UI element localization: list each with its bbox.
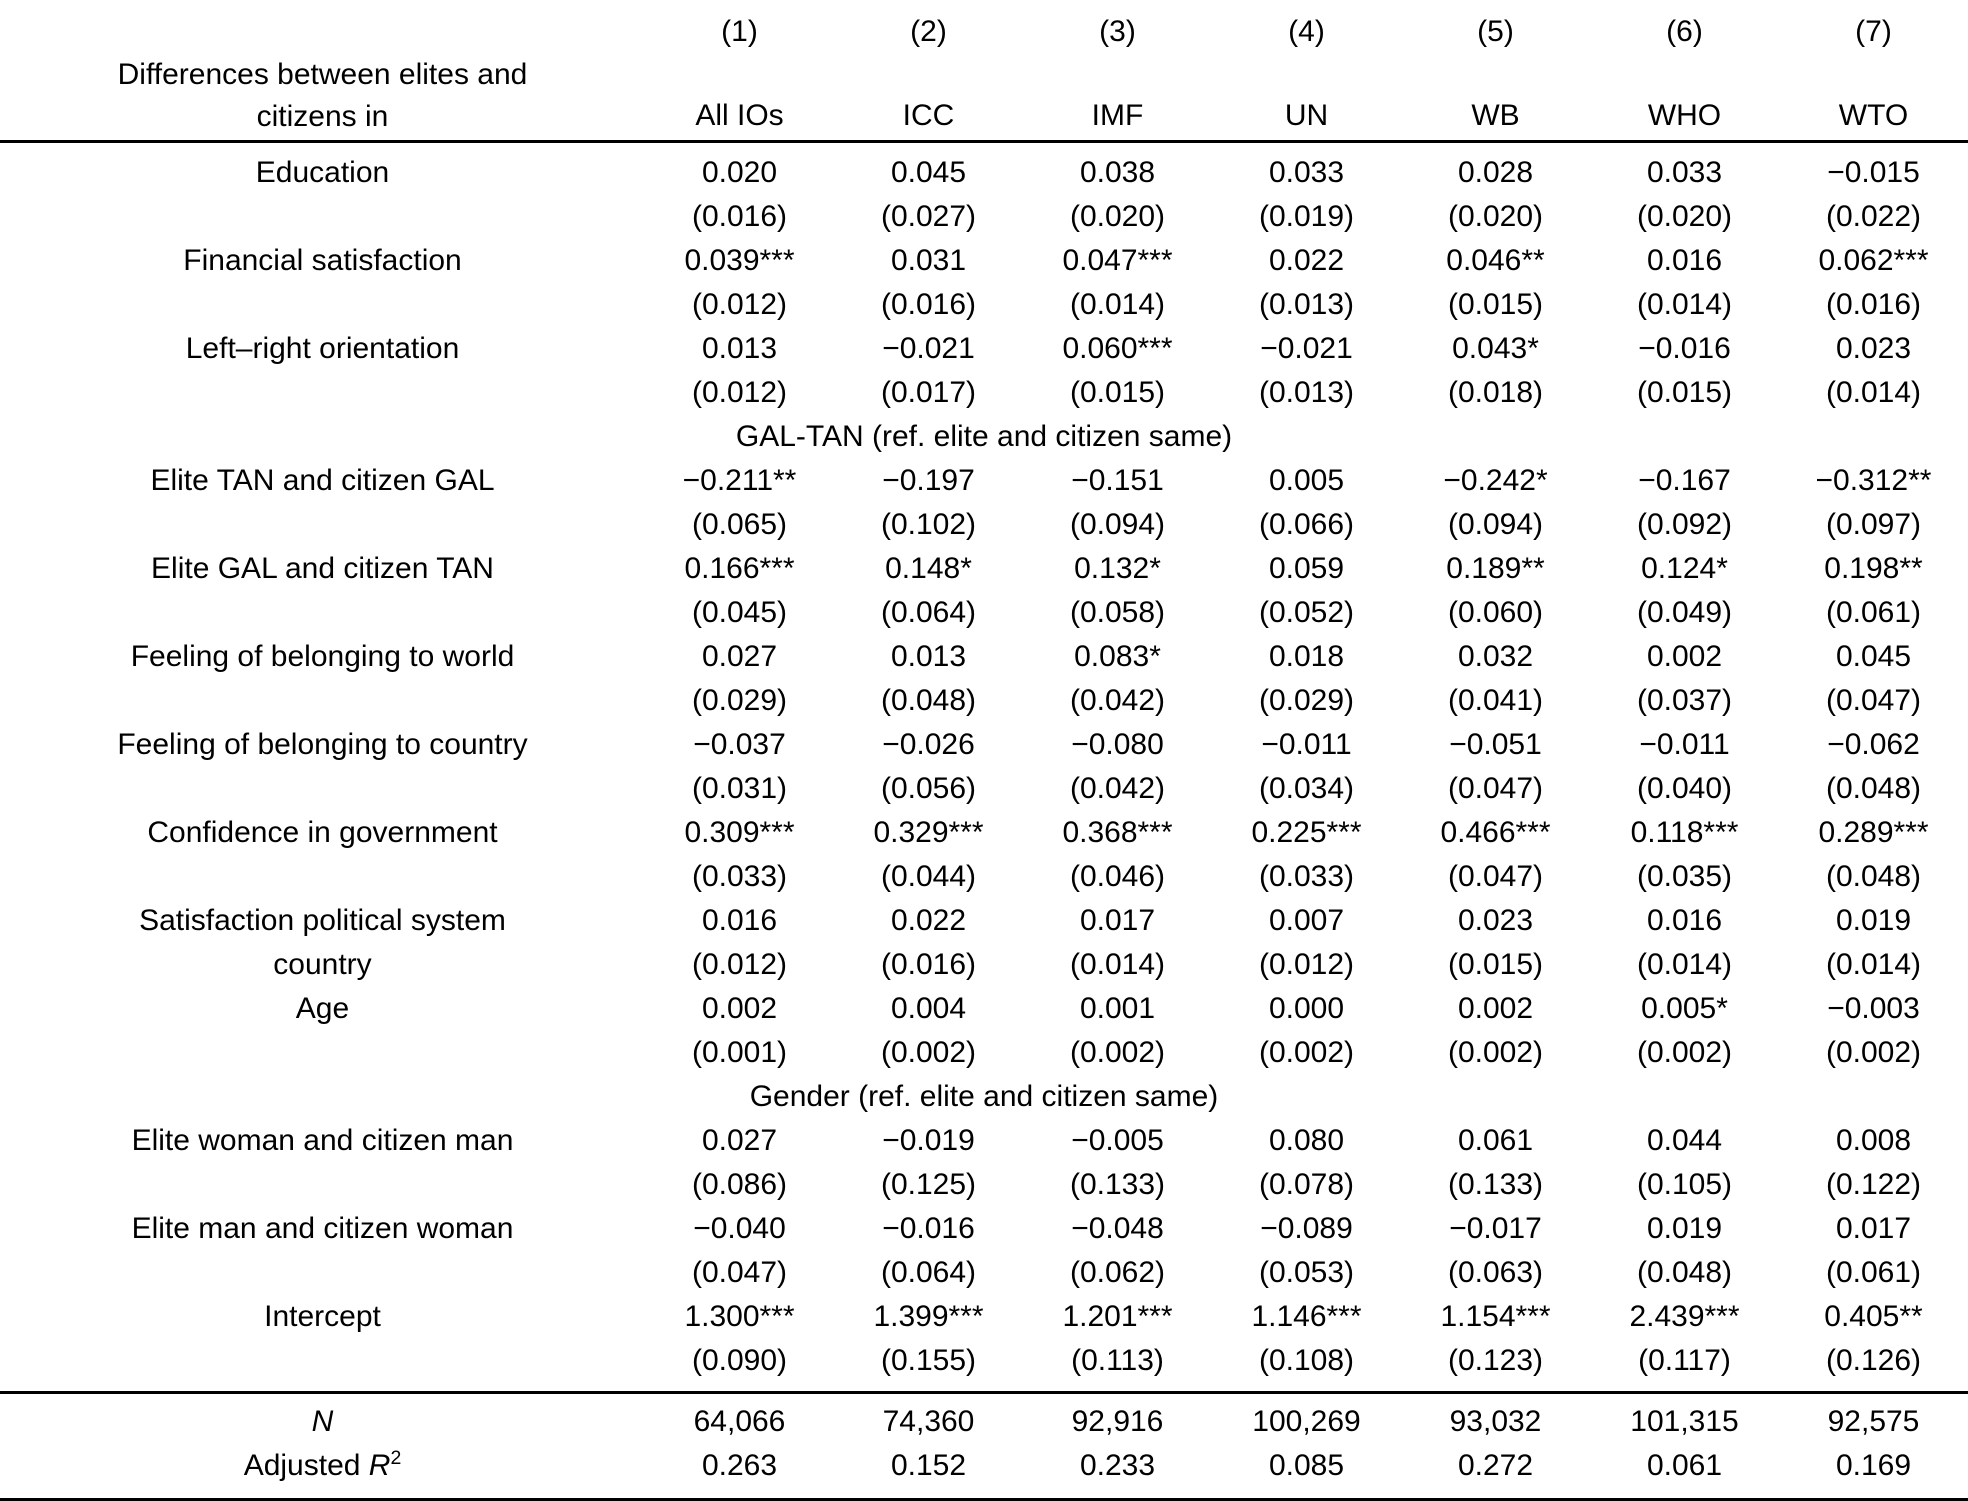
standard-error-row — [0, 1031, 1968, 1075]
coefficient-row — [0, 142, 1968, 196]
row-label: Feeling of belonging to world — [130, 640, 515, 673]
model-number: (3) — [1099, 15, 1136, 48]
n-value: 101,315 — [1590, 1393, 1779, 1445]
n-value: 92,575 — [1779, 1393, 1968, 1445]
coefficient-value: 0.027 — [701, 1124, 778, 1157]
adjusted-r2-symbol: R — [368, 1449, 391, 1482]
table-footer — [0, 1393, 1968, 1500]
standard-error-value: (0.002) — [1069, 1036, 1166, 1069]
n-value: 100,269 — [1212, 1393, 1401, 1445]
row-label-continuation — [0, 503, 645, 547]
row-label: Confidence in government — [147, 816, 498, 849]
standard-error-value: (0.094) — [1069, 508, 1166, 541]
adjusted-r2-value: 0.263 — [645, 1444, 834, 1500]
coefficient-value: 0.016 — [1646, 904, 1723, 937]
row-label: Elite TAN and citizen GAL — [150, 464, 495, 497]
standard-error-value: (0.133) — [1447, 1168, 1544, 1201]
coefficient-value: 0.047*** — [1062, 244, 1173, 277]
standard-error-value: (0.019) — [1258, 200, 1355, 233]
row-label-continuation — [0, 1251, 645, 1295]
coefficient-value: 0.124* — [1641, 552, 1728, 585]
standard-error-value: (0.029) — [691, 684, 788, 717]
standard-error-value: (0.048) — [1636, 1256, 1733, 1289]
row-label: Left–right orientation — [185, 332, 460, 365]
standard-error-value: (0.061) — [1825, 596, 1922, 629]
coefficient-value: 0.022 — [1268, 244, 1345, 277]
coefficient-value: 0.017 — [1079, 904, 1156, 937]
coefficient-value: −0.016 — [882, 1212, 975, 1245]
standard-error-value: (0.035) — [1636, 860, 1733, 893]
standard-error-value: (0.094) — [1447, 508, 1544, 541]
standard-error-row — [0, 1163, 1968, 1207]
standard-error-value: (0.033) — [1258, 860, 1355, 893]
standard-error-value: (0.013) — [1258, 288, 1355, 321]
model-number: (4) — [1288, 15, 1325, 48]
standard-error-value: (0.002) — [1636, 1036, 1733, 1069]
row-label: Financial satisfaction — [183, 244, 462, 277]
coefficient-value: 0.013 — [701, 332, 778, 365]
model-number: (2) — [910, 15, 947, 48]
standard-error-value: (0.064) — [880, 1256, 977, 1289]
standard-error-value: (0.133) — [1069, 1168, 1166, 1201]
standard-error-row — [0, 1339, 1968, 1393]
standard-error-value: (0.048) — [880, 684, 977, 717]
standard-error-value: (0.041) — [1447, 684, 1544, 717]
adjusted-r2-row — [0, 1444, 1968, 1500]
standard-error-value: (0.056) — [880, 772, 977, 805]
standard-error-value: (0.117) — [1638, 1344, 1731, 1377]
standard-error-value: (0.020) — [1447, 200, 1544, 233]
standard-error-value: (0.078) — [1258, 1168, 1355, 1201]
standard-error-value: (0.031) — [691, 772, 788, 805]
standard-error-value: (0.001) — [691, 1036, 788, 1069]
column-header: ICC — [834, 54, 1023, 142]
row-label: Intercept — [264, 1300, 381, 1333]
column-header: All IOs — [645, 54, 834, 142]
coefficient-value: 0.046** — [1446, 244, 1545, 277]
coefficient-value: 0.062*** — [1818, 244, 1929, 277]
standard-error-value: (0.029) — [1258, 684, 1355, 717]
adjusted-r2-prefix: Adjusted — [243, 1449, 369, 1482]
coefficient-row — [0, 239, 1968, 283]
n-label — [0, 1393, 645, 1445]
adjusted-r2-superscript: 2 — [390, 1447, 402, 1469]
coefficient-value: 0.020 — [701, 156, 778, 189]
standard-error-value: (0.049) — [1636, 596, 1733, 629]
coefficient-value: 0.198** — [1824, 552, 1923, 585]
coefficient-value: −0.005 — [1071, 1124, 1164, 1157]
coefficient-row — [0, 723, 1968, 767]
n-value: 74,360 — [834, 1393, 1023, 1445]
coefficient-value: 0.019 — [1835, 904, 1912, 937]
coefficient-value: 0.002 — [1646, 640, 1723, 673]
column-name-row — [0, 54, 1968, 142]
row-label-continuation — [0, 1163, 645, 1207]
standard-error-value: (0.063) — [1447, 1256, 1544, 1289]
coefficient-value: 0.017 — [1835, 1212, 1912, 1245]
coefficient-value: 0.005* — [1641, 992, 1728, 1025]
standard-error-value: (0.045) — [691, 596, 788, 629]
row-header-line2: citizens in — [256, 100, 389, 133]
standard-error-value: (0.047) — [1825, 684, 1922, 717]
model-number: (6) — [1666, 15, 1703, 48]
coefficient-value: 0.118*** — [1630, 816, 1739, 849]
row-label-continuation — [0, 1031, 645, 1075]
standard-error-value: (0.052) — [1258, 596, 1355, 629]
standard-error-value: (0.053) — [1258, 1256, 1355, 1289]
standard-error-value: (0.040) — [1636, 772, 1733, 805]
row-label: Education — [255, 156, 390, 189]
standard-error-value: (0.016) — [880, 948, 977, 981]
standard-error-value: (0.062) — [1069, 1256, 1166, 1289]
row-label: Age — [295, 992, 350, 1025]
row-label-continuation — [0, 767, 645, 811]
row-label-continuation: country — [273, 948, 372, 981]
coefficient-row — [0, 635, 1968, 679]
standard-error-value: (0.017) — [880, 376, 977, 409]
coefficient-value: −0.015 — [1827, 156, 1920, 189]
standard-error-value: (0.034) — [1258, 772, 1355, 805]
coefficient-value: −0.019 — [882, 1124, 975, 1157]
row-label: Satisfaction political system — [139, 904, 506, 937]
coefficient-value: −0.151 — [1071, 464, 1164, 497]
coefficient-value: 0.023 — [1457, 904, 1534, 937]
standard-error-value: (0.044) — [880, 860, 977, 893]
coefficient-value: 0.044 — [1646, 1124, 1723, 1157]
coefficient-value: 1.154*** — [1440, 1300, 1551, 1333]
standard-error-value: (0.126) — [1825, 1344, 1922, 1377]
standard-error-row — [0, 371, 1968, 415]
coefficient-row — [0, 987, 1968, 1031]
coefficient-value: 0.023 — [1835, 332, 1912, 365]
coefficient-row — [0, 459, 1968, 503]
standard-error-value: (0.033) — [691, 860, 788, 893]
standard-error-value: (0.064) — [880, 596, 977, 629]
coefficient-row — [0, 899, 1968, 943]
coefficient-value: 0.060*** — [1062, 332, 1173, 365]
coefficient-value: 0.033 — [1646, 156, 1723, 189]
n-value: 92,916 — [1023, 1393, 1212, 1445]
standard-error-value: (0.042) — [1069, 772, 1166, 805]
adjusted-r2-value: 0.233 — [1023, 1444, 1212, 1500]
coefficient-value: −0.197 — [882, 464, 975, 497]
coefficient-value: 2.439*** — [1629, 1300, 1740, 1333]
standard-error-row — [0, 1251, 1968, 1295]
coefficient-value: 0.189** — [1446, 552, 1545, 585]
coefficient-value: 0.080 — [1268, 1124, 1345, 1157]
standard-error-value: (0.012) — [1258, 948, 1355, 981]
standard-error-value: (0.014) — [1069, 288, 1166, 321]
coefficient-value: 0.013 — [890, 640, 967, 673]
standard-error-value: (0.042) — [1069, 684, 1166, 717]
coefficient-value: 0.329*** — [873, 816, 984, 849]
coefficient-row — [0, 547, 1968, 591]
standard-error-value: (0.013) — [1258, 376, 1355, 409]
row-label-continuation — [0, 855, 645, 899]
standard-error-value: (0.020) — [1636, 200, 1733, 233]
section-row — [0, 1075, 1968, 1119]
row-label-continuation — [0, 591, 645, 635]
standard-error-value: (0.012) — [691, 288, 788, 321]
row-label-continuation — [0, 679, 645, 723]
table-header — [0, 0, 1968, 142]
coefficient-value: 0.038 — [1079, 156, 1156, 189]
coefficient-row — [0, 1119, 1968, 1163]
standard-error-value: (0.105) — [1636, 1168, 1733, 1201]
standard-error-value: (0.014) — [1069, 948, 1166, 981]
standard-error-value: (0.060) — [1447, 596, 1544, 629]
coefficient-value: 0.008 — [1835, 1124, 1912, 1157]
coefficient-value: 0.043* — [1452, 332, 1539, 365]
coefficient-row — [0, 1295, 1968, 1339]
adjusted-r2-label — [0, 1444, 645, 1500]
coefficient-value: −0.312** — [1815, 464, 1932, 497]
standard-error-value: (0.014) — [1636, 948, 1733, 981]
model-number: (7) — [1855, 15, 1892, 48]
standard-error-row — [0, 943, 1968, 987]
section-label: GAL-TAN (ref. elite and citizen same) — [735, 420, 1233, 453]
coefficient-value: −0.017 — [1449, 1212, 1542, 1245]
row-label-continuation — [0, 283, 645, 327]
standard-error-value: (0.155) — [880, 1344, 977, 1377]
standard-error-value: (0.016) — [880, 288, 977, 321]
column-header: UN — [1212, 54, 1401, 142]
coefficient-value: −0.089 — [1260, 1212, 1353, 1245]
coefficient-value: −0.048 — [1071, 1212, 1164, 1245]
standard-error-value: (0.002) — [1447, 1036, 1544, 1069]
standard-error-value: (0.015) — [1636, 376, 1733, 409]
coefficient-value: 0.039*** — [684, 244, 795, 277]
standard-error-value: (0.022) — [1825, 200, 1922, 233]
coefficient-value: 1.399*** — [873, 1300, 984, 1333]
standard-error-value: (0.002) — [880, 1036, 977, 1069]
coefficient-value: −0.016 — [1638, 332, 1731, 365]
column-header: WHO — [1590, 54, 1779, 142]
standard-error-value: (0.108) — [1258, 1344, 1355, 1377]
standard-error-value: (0.066) — [1258, 508, 1355, 541]
coefficient-value: 0.045 — [1835, 640, 1912, 673]
standard-error-value: (0.047) — [691, 1256, 788, 1289]
coefficient-value: −0.037 — [693, 728, 786, 761]
coefficient-value: 0.007 — [1268, 904, 1345, 937]
standard-error-value: (0.016) — [691, 200, 788, 233]
row-label: Elite woman and citizen man — [131, 1124, 514, 1157]
standard-error-row — [0, 679, 1968, 723]
coefficient-value: 0.002 — [1457, 992, 1534, 1025]
standard-error-value: (0.097) — [1825, 508, 1922, 541]
section-label: Gender (ref. elite and citizen same) — [749, 1080, 1219, 1113]
adjusted-r2-value: 0.061 — [1590, 1444, 1779, 1500]
coefficient-value: 0.001 — [1079, 992, 1156, 1025]
table-body — [0, 142, 1968, 1393]
coefficient-value: −0.051 — [1449, 728, 1542, 761]
standard-error-value: (0.047) — [1447, 772, 1544, 805]
row-label: Elite GAL and citizen TAN — [151, 552, 494, 585]
coefficient-value: 0.028 — [1457, 156, 1534, 189]
coefficient-value: 0.004 — [890, 992, 967, 1025]
coefficient-value: 0.002 — [701, 992, 778, 1025]
coefficient-value: 0.405** — [1824, 1300, 1923, 1333]
standard-error-value: (0.065) — [691, 508, 788, 541]
standard-error-row — [0, 283, 1968, 327]
coefficient-value: 0.289*** — [1818, 816, 1929, 849]
coefficient-value: 0.005 — [1268, 464, 1345, 497]
coefficient-value: 0.016 — [701, 904, 778, 937]
n-value: 64,066 — [645, 1393, 834, 1445]
coefficient-value: 0.166*** — [684, 552, 795, 585]
coefficient-value: 0.225*** — [1251, 816, 1362, 849]
coefficient-row — [0, 811, 1968, 855]
row-label-continuation — [0, 371, 645, 415]
coefficient-value: 0.132* — [1074, 552, 1161, 585]
standard-error-value: (0.048) — [1825, 860, 1922, 893]
coefficient-value: 0.061 — [1457, 1124, 1534, 1157]
standard-error-row — [0, 855, 1968, 899]
standard-error-value: (0.015) — [1447, 948, 1544, 981]
adjusted-r2-value: 0.152 — [834, 1444, 1023, 1500]
standard-error-value: (0.086) — [691, 1168, 788, 1201]
standard-error-value: (0.018) — [1447, 376, 1544, 409]
row-label: Feeling of belonging to country — [117, 728, 528, 761]
standard-error-value: (0.058) — [1069, 596, 1166, 629]
coefficient-value: 0.309*** — [684, 816, 795, 849]
standard-error-value: (0.002) — [1825, 1036, 1922, 1069]
coefficient-value: 0.148* — [885, 552, 972, 585]
coefficient-value: 0.018 — [1268, 640, 1345, 673]
standard-error-value: (0.012) — [691, 376, 788, 409]
coefficient-value: −0.211** — [682, 464, 797, 497]
coefficient-value: −0.062 — [1827, 728, 1920, 761]
standard-error-row — [0, 767, 1968, 811]
coefficient-value: 0.083* — [1074, 640, 1161, 673]
row-label-continuation — [0, 1339, 645, 1393]
column-header: WB — [1401, 54, 1590, 142]
coefficient-value: −0.026 — [882, 728, 975, 761]
coefficient-value: −0.242* — [1443, 464, 1548, 497]
standard-error-row — [0, 195, 1968, 239]
adjusted-r2-value: 0.169 — [1779, 1444, 1968, 1500]
coefficient-row — [0, 327, 1968, 371]
standard-error-value: (0.015) — [1447, 288, 1544, 321]
section-row — [0, 415, 1968, 459]
column-header: WTO — [1779, 54, 1968, 142]
standard-error-value: (0.046) — [1069, 860, 1166, 893]
standard-error-value: (0.016) — [1825, 288, 1922, 321]
standard-error-value: (0.014) — [1825, 948, 1922, 981]
coefficient-value: −0.003 — [1827, 992, 1920, 1025]
coefficient-value: 0.032 — [1457, 640, 1534, 673]
coefficient-value: 0.000 — [1268, 992, 1345, 1025]
standard-error-value: (0.002) — [1258, 1036, 1355, 1069]
coefficient-value: 1.201*** — [1062, 1300, 1173, 1333]
adjusted-r2-value: 0.085 — [1212, 1444, 1401, 1500]
coefficient-value: 0.016 — [1646, 244, 1723, 277]
standard-error-value: (0.092) — [1636, 508, 1733, 541]
row-label-continuation — [0, 195, 645, 239]
standard-error-value: (0.015) — [1069, 376, 1166, 409]
row-header-line1: Differences between elites and — [117, 58, 528, 91]
coefficient-value: 0.059 — [1268, 552, 1345, 585]
standard-error-value: (0.014) — [1825, 376, 1922, 409]
row-label: Elite man and citizen woman — [131, 1212, 514, 1245]
coefficient-value: 1.146*** — [1251, 1300, 1362, 1333]
standard-error-value: (0.027) — [880, 200, 977, 233]
coefficient-value: 0.045 — [890, 156, 967, 189]
model-number: (1) — [721, 15, 758, 48]
coefficient-value: −0.080 — [1071, 728, 1164, 761]
model-number-row — [0, 0, 1968, 54]
standard-error-row — [0, 503, 1968, 547]
standard-error-value: (0.037) — [1636, 684, 1733, 717]
standard-error-value: (0.047) — [1447, 860, 1544, 893]
coefficient-value: 0.368*** — [1062, 816, 1173, 849]
coefficient-value: −0.021 — [1260, 332, 1353, 365]
adjusted-r2-value: 0.272 — [1401, 1444, 1590, 1500]
standard-error-value: (0.122) — [1825, 1168, 1922, 1201]
coefficient-value: −0.011 — [1639, 728, 1730, 761]
standard-error-value: (0.014) — [1636, 288, 1733, 321]
standard-error-value: (0.012) — [691, 948, 788, 981]
coefficient-row — [0, 1207, 1968, 1251]
coefficient-value: 1.300*** — [684, 1300, 795, 1333]
standard-error-value: (0.020) — [1069, 200, 1166, 233]
coefficient-value: −0.167 — [1638, 464, 1731, 497]
n-row — [0, 1393, 1968, 1445]
standard-error-row — [0, 591, 1968, 635]
standard-error-value: (0.113) — [1071, 1344, 1164, 1377]
coefficient-value: 0.466*** — [1440, 816, 1551, 849]
coefficient-value: −0.040 — [693, 1212, 786, 1245]
coefficient-value: 0.031 — [890, 244, 967, 277]
coefficient-value: 0.027 — [701, 640, 778, 673]
n-symbol: N — [311, 1405, 334, 1438]
n-value: 93,032 — [1401, 1393, 1590, 1445]
coefficient-value: −0.011 — [1261, 728, 1352, 761]
coefficient-value: −0.021 — [882, 332, 975, 365]
model-number: (5) — [1477, 15, 1514, 48]
row-header-label — [0, 54, 645, 142]
coefficient-value: 0.019 — [1646, 1212, 1723, 1245]
model-number-spacer — [0, 0, 645, 54]
standard-error-value: (0.125) — [880, 1168, 977, 1201]
standard-error-value: (0.061) — [1825, 1256, 1922, 1289]
coefficient-value: 0.022 — [890, 904, 967, 937]
standard-error-value: (0.090) — [691, 1344, 788, 1377]
coefficient-value: 0.033 — [1268, 156, 1345, 189]
standard-error-value: (0.102) — [880, 508, 977, 541]
column-header: IMF — [1023, 54, 1212, 142]
standard-error-value: (0.123) — [1447, 1344, 1544, 1377]
standard-error-value: (0.048) — [1825, 772, 1922, 805]
